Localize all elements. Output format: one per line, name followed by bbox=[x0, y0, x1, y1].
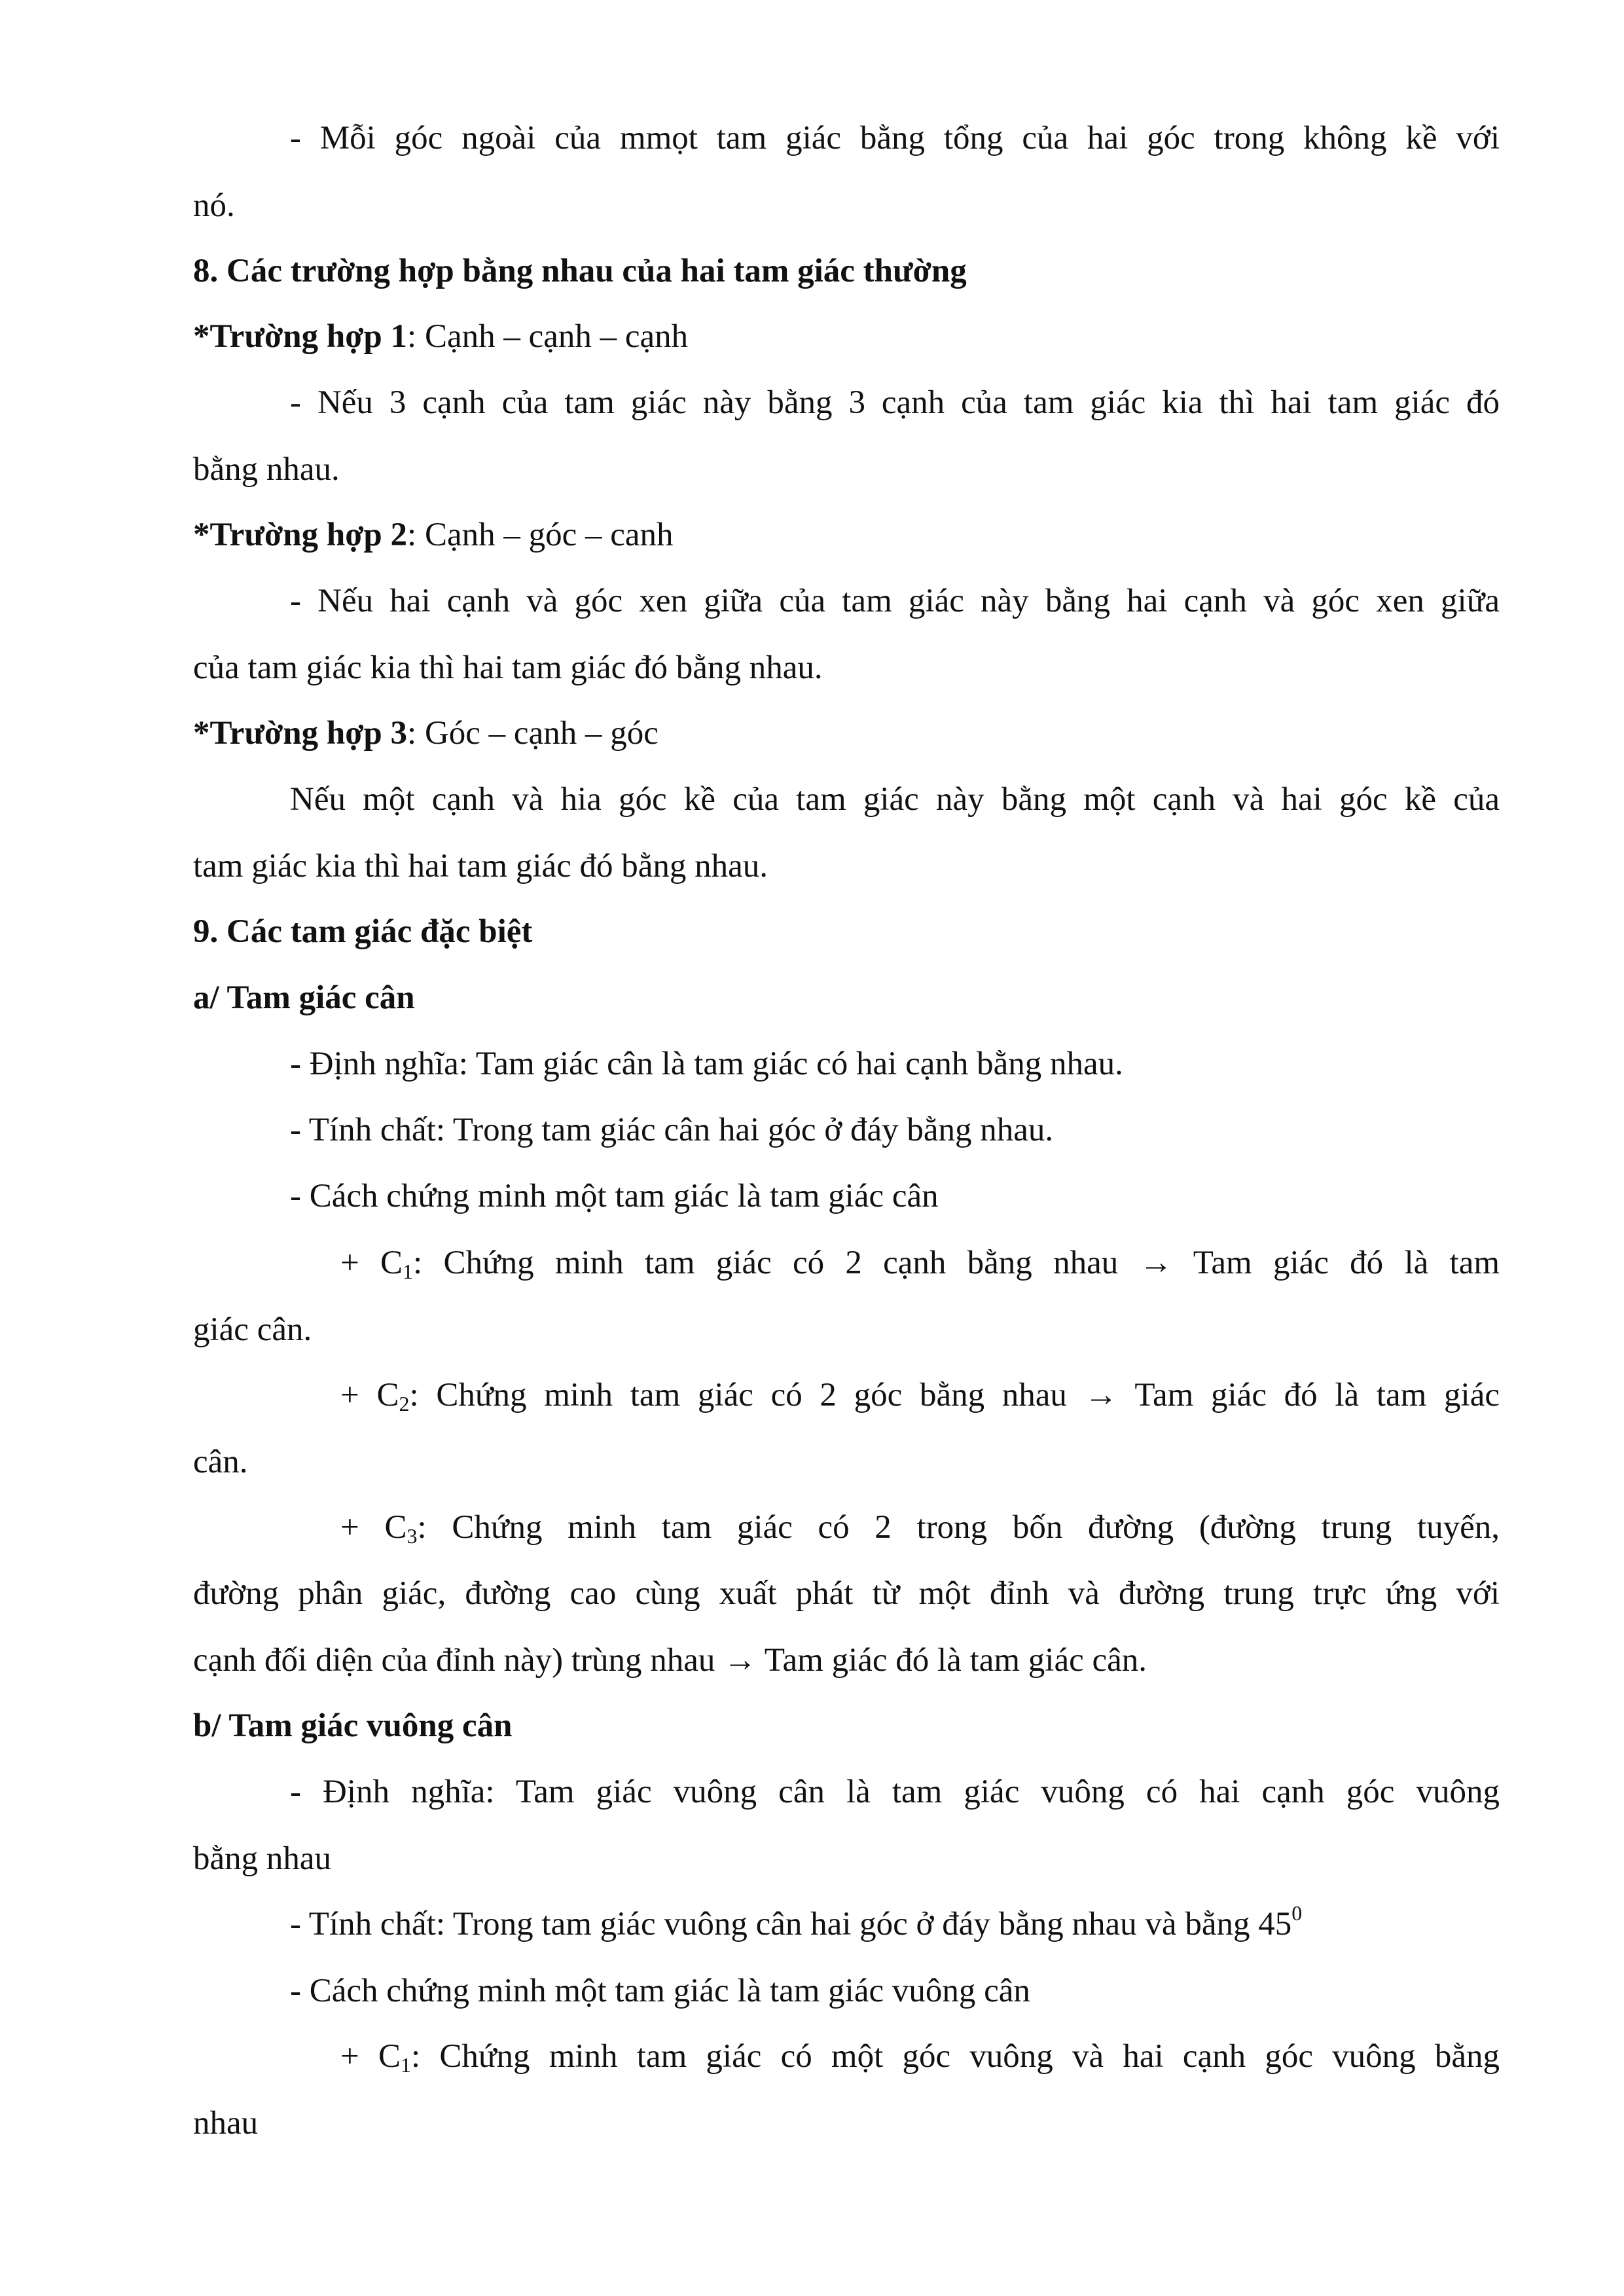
property-text: - Tính chất: Trong tam giác vuông cân hai góc ở đáy bằng nhau và bằng 45 bbox=[290, 1906, 1292, 1942]
paragraph-line: - Cách chứng minh một tam giác là tam giác vuông cân bbox=[290, 1973, 1030, 2009]
paragraph-line: - Định nghĩa: Tam giác cân là tam giác có hai cạnh bằng nhau. bbox=[290, 1046, 1123, 1082]
paragraph-line bbox=[290, 1901, 1500, 1944]
paragraph-line: bằng nhau. bbox=[193, 451, 340, 488]
degree-superscript: 0 bbox=[1291, 1901, 1303, 1925]
method-subscript: 1 bbox=[400, 2053, 411, 2077]
method-text: : Chứng minh tam giác có 2 trong bốn đường (đường trung tuyến, bbox=[417, 1509, 1500, 1546]
method-subscript: 1 bbox=[403, 1260, 414, 1283]
paragraph-line: - Tính chất: Trong tam giác cân hai góc ở đáy bằng nhau. bbox=[290, 1112, 1054, 1148]
method-subscript: 2 bbox=[399, 1392, 410, 1415]
section-heading: 9. Các tam giác đặc biệt bbox=[193, 913, 533, 950]
case-name: : Cạnh – góc – canh bbox=[407, 517, 674, 553]
method-subscript: 3 bbox=[406, 1524, 418, 1548]
method-line bbox=[340, 1375, 1500, 1415]
paragraph-line: đường phân giác, đường cao cùng xuất phát từ một đỉnh và đường trung trực ứng với bbox=[193, 1575, 1500, 1612]
method-text: : Chứng minh tam giác có một góc vuông và hai cạnh góc vuông bằng bbox=[410, 2038, 1500, 2075]
method-line bbox=[340, 1243, 1500, 1283]
case-name: : Cạnh – cạnh – cạnh bbox=[407, 318, 689, 355]
method-prefix: + C bbox=[340, 2038, 401, 2075]
paragraph-line: - Mỗi góc ngoài của mmọt tam giác bằng tổng của hai góc trong không kề với bbox=[290, 120, 1500, 156]
method-text: : Chứng minh tam giác có 2 cạnh bằng nhau → Tam giác đó là tam bbox=[413, 1245, 1500, 1281]
paragraph-line: Nếu một cạnh và hia góc kề của tam giác này bằng một cạnh và hai góc kề của bbox=[290, 781, 1500, 818]
case-label: *Trường hợp 3 bbox=[193, 715, 408, 752]
paragraph-line: nhau bbox=[193, 2105, 259, 2141]
paragraph-line: cân. bbox=[193, 1444, 248, 1480]
paragraph-line: bằng nhau bbox=[193, 1840, 332, 1877]
paragraph-line: tam giác kia thì hai tam giác đó bằng nhau. bbox=[193, 848, 768, 884]
paragraph-line: nó. bbox=[193, 187, 235, 224]
method-prefix: + C bbox=[340, 1245, 403, 1281]
case-name: : Góc – cạnh – góc bbox=[407, 715, 659, 752]
case-heading bbox=[193, 515, 1500, 555]
paragraph-line: - Nếu hai cạnh và góc xen giữa của tam giác này bằng hai cạnh và góc xen giữa bbox=[290, 583, 1500, 619]
paragraph-line: - Định nghĩa: Tam giác vuông cân là tam giác vuông có hai cạnh góc vuông bbox=[290, 1774, 1500, 1810]
section-heading: 8. Các trường hợp bằng nhau của hai tam giác thường bbox=[193, 253, 967, 289]
method-prefix: + C bbox=[340, 1377, 399, 1413]
method-prefix: + C bbox=[340, 1509, 407, 1546]
subsection-heading: b/ Tam giác vuông cân bbox=[193, 1707, 513, 1744]
paragraph-line: - Nếu 3 cạnh của tam giác này bằng 3 cạnh của tam giác kia thì hai tam giác đó bbox=[290, 384, 1500, 421]
paragraph-line: của tam giác kia thì hai tam giác đó bằng nhau. bbox=[193, 649, 823, 686]
case-heading bbox=[193, 316, 1500, 357]
case-label: *Trường hợp 1 bbox=[193, 318, 408, 355]
paragraph-line: giác cân. bbox=[193, 1311, 312, 1348]
subsection-heading: a/ Tam giác cân bbox=[193, 979, 415, 1016]
case-label: *Trường hợp 2 bbox=[193, 517, 408, 553]
method-text: : Chứng minh tam giác có 2 góc bằng nhau → Tam giác đó là tam giác bbox=[409, 1377, 1500, 1413]
paragraph-line: cạnh đối diện của đỉnh này) trùng nhau → Tam giác đó là tam giác cân. bbox=[193, 1642, 1147, 1679]
method-line bbox=[340, 2036, 1500, 2077]
case-heading bbox=[193, 713, 1500, 754]
paragraph-line: - Cách chứng minh một tam giác là tam giác cân bbox=[290, 1178, 939, 1214]
method-line bbox=[340, 1507, 1500, 1548]
